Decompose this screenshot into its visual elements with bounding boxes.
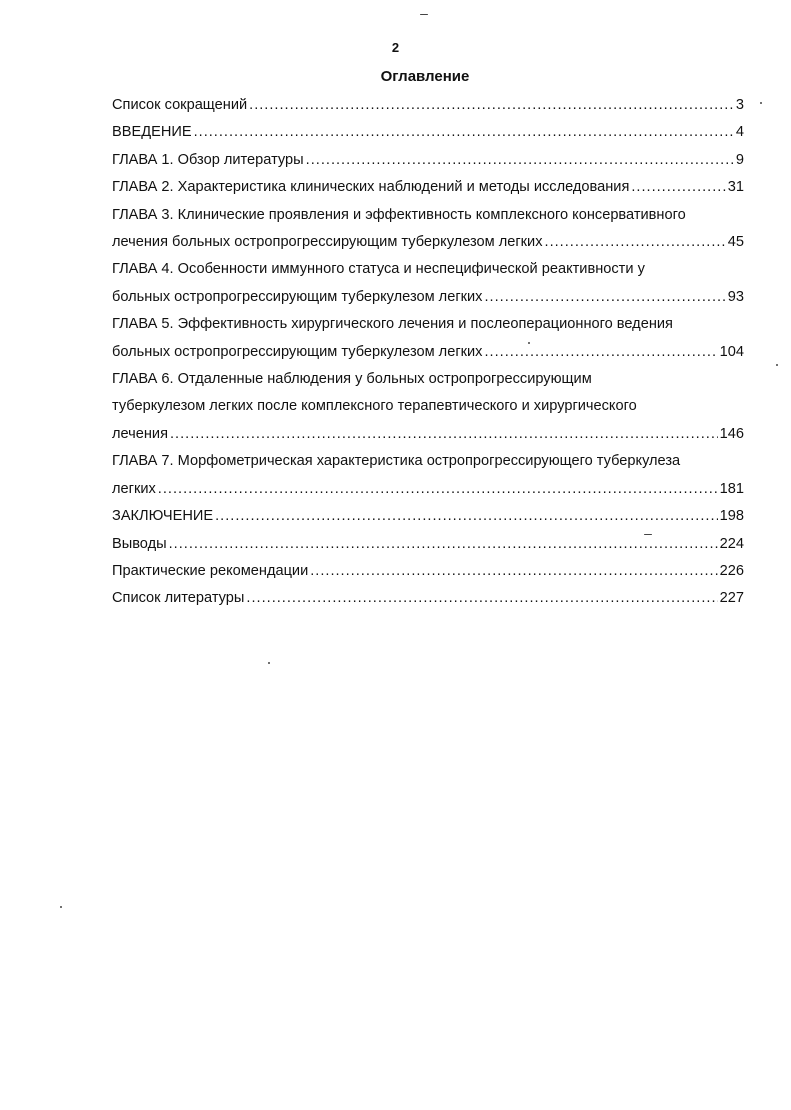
toc-entry-row	[112, 147, 744, 174]
toc-entry-row	[112, 119, 744, 146]
dot-leader	[306, 147, 734, 174]
toc-entry[interactable]	[112, 256, 744, 311]
toc-entry[interactable]	[112, 366, 744, 448]
toc-page-number: 45	[727, 234, 744, 251]
toc-entry-text: больных остропрогрессирующим туберкулезом легких	[112, 288, 483, 305]
toc-entry-row	[112, 229, 744, 256]
dot-leader	[484, 339, 717, 366]
toc-page-number: 181	[719, 480, 744, 497]
scan-speck	[528, 342, 530, 344]
dot-leader	[215, 503, 718, 530]
toc-entry-text: Список сокращений	[112, 97, 248, 113]
toc-entry-row	[112, 284, 744, 311]
scan-speck	[60, 906, 62, 908]
toc-entry-row	[112, 585, 744, 612]
toc-entry-text: Выводы	[112, 535, 167, 552]
toc-entry-row	[112, 503, 744, 530]
toc-entry-text: ВВЕДЕНИЕ	[112, 124, 192, 141]
toc-entry-text: лечения	[112, 425, 168, 442]
toc-entry-row	[112, 92, 744, 119]
toc-entry-text: ГЛАВА 4. Особенности иммунного статуса и неспецифической реактивности у	[112, 261, 645, 278]
toc-entry-text: ЗАКЛЮЧЕНИЕ	[112, 508, 214, 525]
toc-entry-row	[112, 558, 744, 585]
toc-entry-text: ГЛАВА 5. Эффективность хирургического лечения и послеоперационного ведения	[112, 316, 673, 333]
toc-entry-text: легких	[112, 480, 156, 497]
toc-entry[interactable]	[112, 92, 744, 119]
toc-title: Оглавление	[380, 68, 470, 85]
toc-entry[interactable]	[112, 147, 744, 174]
toc-entry-row	[112, 421, 744, 448]
toc-entry-text: Список литературы	[112, 590, 245, 607]
scan-speck	[776, 364, 778, 366]
toc-entry[interactable]	[112, 174, 744, 201]
toc-page-number: 198	[719, 508, 744, 525]
toc-entry-row	[112, 476, 744, 503]
toc-entry[interactable]	[112, 558, 744, 585]
toc-entry[interactable]	[112, 119, 744, 146]
toc-entry[interactable]	[112, 202, 744, 257]
toc-entry[interactable]	[112, 311, 744, 366]
toc-entry-text: ГЛАВА 2. Характеристика клинических наблюдений и методы исследования	[112, 179, 630, 196]
dot-leader	[246, 585, 717, 612]
dot-leader	[170, 421, 718, 448]
toc-entry-text: ГЛАВА 3. Клинические проявления и эффективность комплексного консервативного	[112, 206, 686, 223]
toc-page-number: 146	[719, 425, 744, 442]
toc-entry-text: ГЛАВА 1. Обзор литературы	[112, 151, 304, 168]
dot-leader	[484, 284, 725, 311]
toc-entry[interactable]	[112, 585, 744, 612]
toc-entry-text: ГЛАВА 6. Отдаленные наблюдения у больных остропрогрессирующим	[112, 371, 592, 388]
scan-speck	[760, 102, 762, 104]
dot-leader	[310, 558, 717, 585]
dot-leader	[194, 119, 734, 146]
scan-speck	[420, 14, 428, 15]
toc-entry[interactable]	[112, 448, 744, 503]
toc-entry-text: Практические рекомендации	[112, 562, 309, 579]
toc-page-number: 104	[719, 343, 744, 360]
toc-entry-text: больных остропрогрессирующим туберкулезом легких	[112, 343, 483, 360]
toc-page-number: 93	[727, 288, 744, 305]
page-number: 2	[391, 40, 400, 55]
dot-leader	[545, 229, 726, 256]
scan-speck	[268, 662, 270, 664]
toc-entry-row	[112, 339, 744, 366]
dot-leader	[249, 92, 734, 119]
dot-leader	[169, 531, 718, 558]
toc-page-number: 31	[727, 179, 744, 196]
toc-page-number: 226	[719, 562, 744, 579]
scan-speck	[644, 534, 652, 535]
toc-entry-text: лечения больных остропрогрессирующим туберкулезом легких	[112, 234, 543, 251]
toc-page-number: 3	[735, 97, 744, 113]
toc-entry[interactable]	[112, 503, 744, 530]
toc-entry-text: ГЛАВА 7. Морфометрическая характеристика остропрогрессирующего туберкулеза	[112, 453, 681, 470]
toc-page-number: 4	[735, 124, 744, 141]
toc-page-number: 9	[735, 151, 744, 168]
toc-page-number: 227	[719, 590, 744, 607]
toc-page-number: 224	[719, 535, 744, 552]
dot-leader	[158, 476, 718, 503]
dot-leader	[631, 174, 725, 201]
toc-entry-row	[112, 174, 744, 201]
toc-entry-text: туберкулезом легких после комплексного терапевтического и хирургического	[112, 398, 637, 415]
